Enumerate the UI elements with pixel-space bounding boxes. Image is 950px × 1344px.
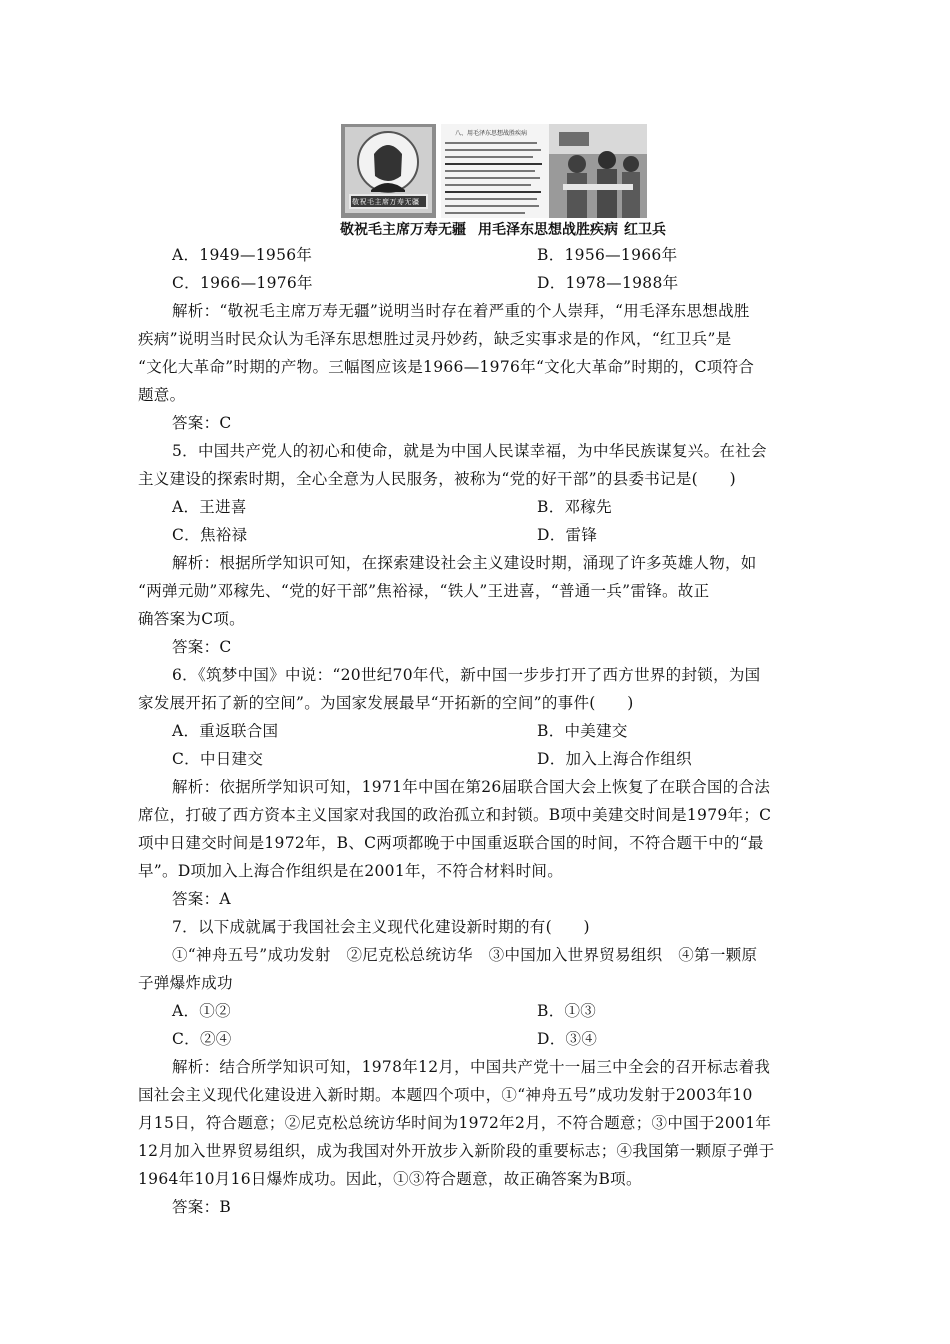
q7-analysis-line: 解析：结合所学知识可知，1978年12月，中国共产党十一届三中全会的召开标志着我 (172, 1058, 771, 1076)
q6-option-a: A．重返联合国 (172, 722, 279, 740)
q7-stem-line: 子弹爆炸成功 (138, 974, 233, 992)
q4-analysis-line: 题意。 (138, 386, 186, 404)
q4-analysis-line: 疾病”说明当时民众认为毛泽东思想胜过灵丹妙药，缺乏实事求是的作风，“红卫兵”是 (138, 330, 732, 348)
q7-analysis-line: 月15日，符合题意；②尼克松总统访华时间为1972年2月，不符合题意；③中国于2001年 (138, 1114, 772, 1132)
q4-option-d: D．1978—1988年 (537, 274, 679, 292)
q6-analysis-line: 席位，打破了西方资本主义国家对我国的政治孤立和封锁。B项中美建交时间是1979年；C (138, 806, 772, 824)
q4-answer: 答案：C (172, 414, 232, 432)
q5-option-b: B．邓稼先 (537, 498, 612, 516)
q5-analysis-line: 确答案为C项。 (138, 610, 245, 628)
book-page-heading: 八、用毛泽东思想战胜疾病 (455, 130, 528, 137)
q5-analysis-line: 解析：根据所学知识可知，在探索建设社会主义建设时期，涌现了许多英雄人物，如 (172, 554, 757, 572)
q7-stem-line: ①“神舟五号”成功发射 ②尼克松总统访华 ③中国加入世界贸易组织 ④第一颗原 (172, 946, 758, 964)
q6-option-b: B．中美建交 (537, 722, 628, 740)
book-page-image (441, 124, 549, 218)
q7-analysis-line: 1964年10月16日爆炸成功。因此，①③符合题意，故正确答案为B项。 (138, 1170, 642, 1188)
q5-option-d: D．雷锋 (537, 526, 598, 544)
q4-analysis-line: 解析：“敬祝毛主席万寿无疆”说明当时存在着严重的个人崇拜，“用毛泽东思想战胜 (172, 302, 750, 320)
q7-option-b: B．①③ (537, 1002, 597, 1020)
q6-analysis-line: 项中日建交时间是1972年，B、C两项都晚于中国重返联合国的时间，不符合题干中的“最 (138, 834, 764, 852)
q4-analysis-line: “文化大革命”时期的产物。三幅图应该是1966—1976年“文化大革命”时期的，C项符合 (138, 358, 755, 376)
q5-option-a: A．王进喜 (172, 498, 247, 516)
q4-option-b: B．1956—1966年 (537, 246, 678, 264)
poster-caption-text: 敬祝毛主席万寿无疆 (352, 198, 420, 206)
q4-option-a: A．1949—1956年 (172, 246, 313, 264)
q6-stem-line: 6．《筑梦中国》中说：“20世纪70年代，新中国一步步打开了西方世界的封锁，为国 (172, 666, 761, 684)
q6-analysis-line: 早”。D项加入上海合作组织是在2001年，不符合材料时间。 (138, 862, 563, 880)
q7-option-c: C．②④ (172, 1030, 232, 1048)
q5-stem-line: 5．中国共产党人的初心和使命，就是为中国人民谋幸福，为中华民族谋复兴。在社会 (172, 442, 767, 460)
q6-option-d: D．加入上海合作组织 (537, 750, 692, 768)
q6-answer: 答案：A (172, 890, 231, 908)
caption-red-guards: 红卫兵 (624, 222, 666, 238)
q5-option-c: C．焦裕禄 (172, 526, 248, 544)
q7-answer: 答案：B (172, 1198, 232, 1216)
q7-analysis-line: 国社会主义现代化建设进入新时期。本题四个项中，①“神舟五号”成功发射于2003年10 (138, 1086, 753, 1104)
caption-book: 用毛泽东思想战胜疾病 (478, 222, 618, 238)
q4-option-c: C．1966—1976年 (172, 274, 313, 292)
red-guards-image (549, 124, 647, 218)
q5-answer: 答案：C (172, 638, 232, 656)
mao-poster-image (341, 124, 436, 218)
historical-photos-figure (341, 124, 647, 218)
q7-stem-line: 7．以下成就属于我国社会主义现代化建设新时期的有( ) (172, 918, 590, 936)
q7-option-d: D．③④ (537, 1030, 598, 1048)
q6-option-c: C．中日建交 (172, 750, 264, 768)
figure-captions (340, 219, 670, 241)
q5-stem-line: 主义建设的探索时期，全心全意为人民服务，被称为“党的好干部”的县委书记是( ) (138, 470, 736, 488)
q7-option-a: A．①② (172, 1002, 231, 1020)
q5-analysis-line: “两弹元勋”邓稼先、“党的好干部”焦裕禄，“铁人”王进喜，“普通一兵”雷锋。故正 (138, 582, 710, 600)
caption-poster: 敬祝毛主席万寿无疆 (340, 222, 466, 238)
q6-analysis-line: 解析：依据所学知识可知，1971年中国在第26届联合国大会上恢复了在联合国的合法 (172, 778, 771, 796)
q6-stem-line: 家发展开拓了新的空间”。为国家发展最早“开拓新的空间”的事件( ) (138, 694, 634, 712)
q7-analysis-line: 12月加入世界贸易组织，成为我国对外开放步入新阶段的重要标志；④我国第一颗原子弹于 (138, 1142, 775, 1160)
